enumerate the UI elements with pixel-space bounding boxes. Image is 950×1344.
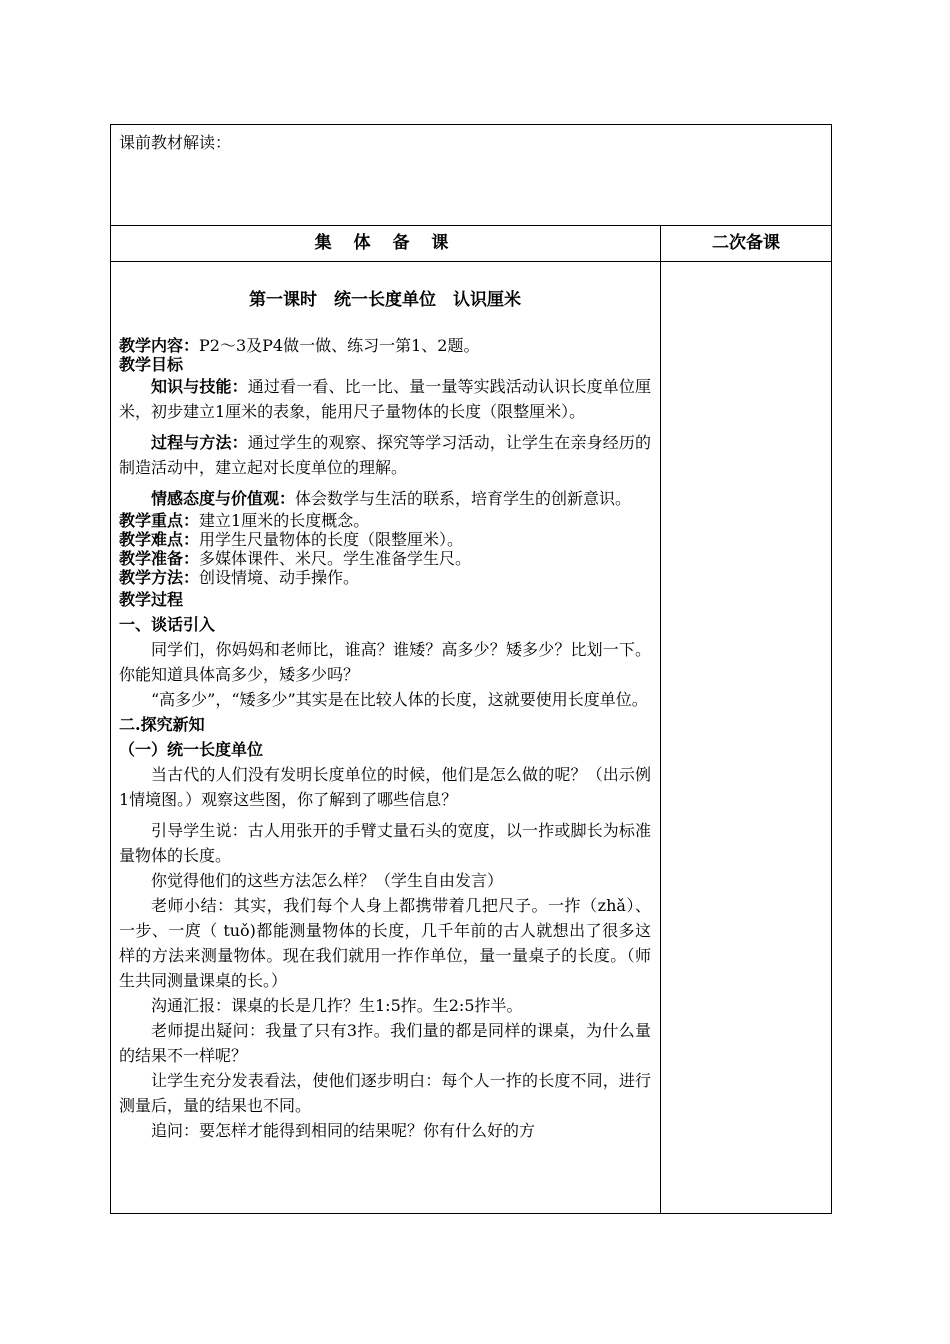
objectives-heading-text: 教学目标: [119, 355, 184, 374]
preview-label: 课前教材解读：: [119, 133, 232, 152]
objective-knowledge-label: 知识与技能：: [151, 377, 248, 396]
objective-attitude: [119, 486, 651, 511]
paragraph: 引导学生说：古人用张开的手臂丈量石头的宽度，以一拃或脚长为标准量物体的长度。: [119, 821, 651, 865]
paragraph: 老师小结：其实，我们每个人身上都携带着几把尺子。一拃（zhǎ）、一步、一庹（ tuǒ)都能测量物体的长度，几千年前的古人就想出了很多这样的方法来测量物体。现在我们就用一拃作单位，量一量桌子的长度。（师生共同测量课桌的长。）: [119, 896, 651, 990]
difficult-point: [119, 530, 651, 549]
paragraph: 让学生充分发表看法，使他们逐步明白：每个人一拃的长度不同，进行测量后，量的结果也不同。: [119, 1071, 651, 1115]
process-heading: [119, 587, 651, 612]
preview-cell: [111, 125, 831, 226]
key-point: [119, 511, 651, 530]
header-row: [111, 226, 831, 262]
teaching-prep-text: 多媒体课件、米尺。学生准备学生尺。: [199, 549, 472, 568]
objective-knowledge: [119, 374, 651, 424]
process-heading-text: 教学过程: [119, 590, 184, 609]
section-intro: [119, 612, 651, 637]
section-explore-text: 二.探究新知: [119, 715, 205, 734]
paragraph: 沟通汇报：课桌的长是几拃？生1:5拃。生2:5拃半。: [151, 996, 523, 1015]
objective-process-label: 过程与方法：: [151, 433, 248, 452]
subsection-unify-text: （一）统一长度单位: [119, 740, 264, 759]
paragraph: “高多少”，“矮多少”其实是在比较人体的长度，这就要使用长度单位。: [151, 690, 648, 709]
objective-process: [119, 430, 651, 480]
objective-process-text: 通过学生的观察、探究等学习活动，让学生在亲身经历的制造活动中，建立起对长度单位的理解。: [119, 433, 651, 477]
teaching-prep-label: 教学准备：: [119, 549, 200, 568]
header-second-prep: 二次备课: [712, 233, 780, 253]
teaching-method-text: 创设情境、动手操作。: [199, 568, 360, 587]
teaching-content-label: 教学内容：: [119, 336, 200, 355]
paragraph: 你觉得他们的这些方法怎么样？（学生自由发言）: [151, 871, 504, 890]
objective-knowledge-text: 通过看一看、比一比、量一量等实践活动认识长度单位厘米，初步建立1厘米的表象，能用尺子量物体的长度（限整厘米）。: [119, 377, 651, 421]
teaching-prep: [119, 549, 651, 568]
key-point-text: 建立1厘米的长度概念。: [199, 511, 370, 530]
teaching-method: [119, 568, 651, 587]
difficult-point-label: 教学难点：: [119, 530, 200, 549]
paragraph: 当古代的人们没有发明长度单位的时候，他们是怎么做的呢？（出示例1情境图。）观察这些图，你了解到了哪些信息？: [119, 765, 651, 809]
teaching-method-label: 教学方法：: [119, 568, 200, 587]
objectives-heading: [119, 355, 651, 374]
header-collective-prep: 集 体 备 课: [314, 233, 457, 253]
key-point-label: 教学重点：: [119, 511, 200, 530]
teaching-content: [119, 336, 651, 355]
paragraph: 追问：要怎样才能得到相同的结果呢？你有什么好的方: [151, 1121, 536, 1140]
section-explore: [119, 712, 651, 737]
column-divider: [660, 226, 661, 1213]
difficult-point-text: 用学生尺量物体的长度（限整厘米）。: [199, 530, 464, 549]
objective-attitude-label: 情感态度与价值观：: [151, 489, 296, 508]
lesson-plan-table: [110, 124, 832, 1214]
teaching-content-text: P2～3及P4做一做、练习一第1、2题。: [199, 336, 480, 355]
paragraph: 同学们，你妈妈和老师比，谁高？谁矮？高多少？矮多少？比划一下。你能知道具体高多少，矮多少吗？: [119, 640, 651, 684]
subsection-unify: [119, 737, 651, 762]
section-intro-text: 一、谈话引入: [119, 615, 216, 634]
lesson-title: 第一课时 统一长度单位 认识厘米: [249, 290, 521, 310]
lesson-content: [119, 285, 651, 1143]
paragraph: 老师提出疑问：我量了只有3拃。我们量的都是同样的课桌，为什么量的结果不一样呢？: [119, 1021, 651, 1065]
objective-attitude-text: 体会数学与生活的联系，培育学生的创新意识。: [295, 489, 632, 508]
